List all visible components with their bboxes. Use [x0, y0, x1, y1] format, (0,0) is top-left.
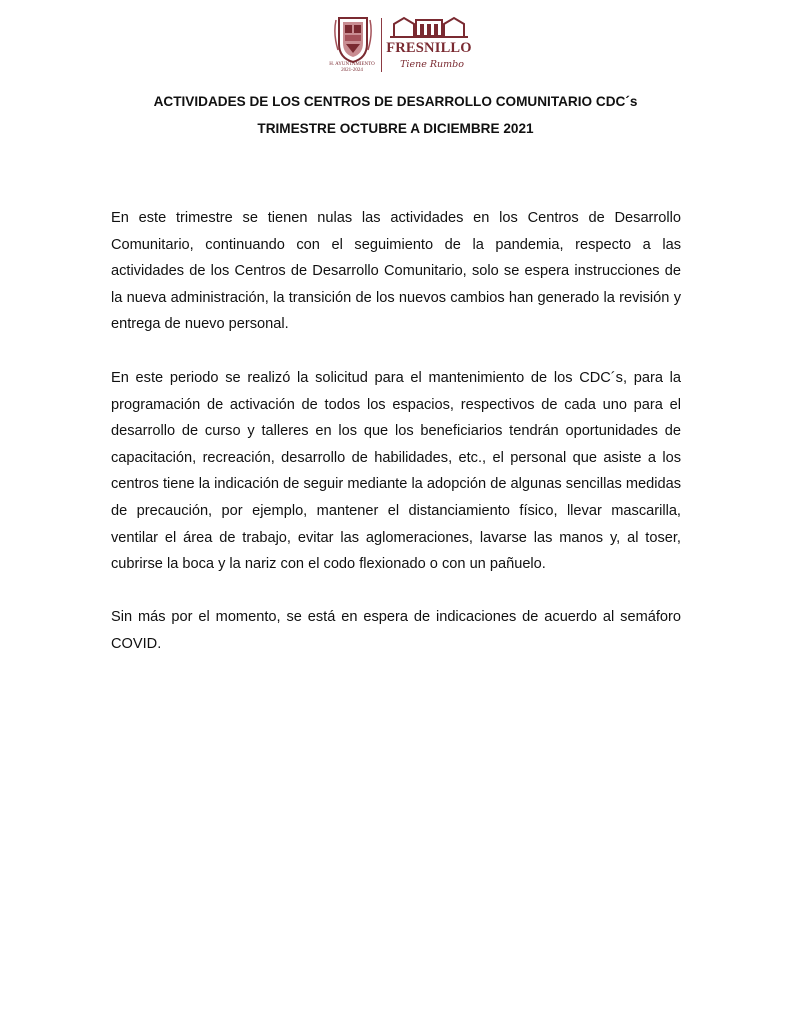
letterhead	[0, 12, 791, 76]
logo-wordmark: FRESNILLO	[386, 40, 472, 56]
body-paragraph: En este trimestre se tienen nulas las actividades en los Centros de Desarrollo Comunitario, continuando con el seguimiento de la pandemia, respecto a las actividades de los Centros de Desarrollo Comunitario, solo se espera instrucciones de la nueva administración, la transición de los nuevos cambios han generado la revisión y entrega de nuevo personal.	[111, 210, 681, 333]
document-title: ACTIVIDADES DE LOS CENTROS DE DESARROLLO COMUNITARIO CDC´s	[153, 94, 638, 109]
seal-caption	[324, 62, 380, 74]
document-subtitle: TRIMESTRE OCTUBRE A DICIEMBRE 2021	[257, 121, 534, 136]
body-paragraph: En este periodo se realizó la solicitud para el mantenimiento de los CDC´s, para la programación de activación de todos los espacios, respectivos de cada uno para el desarrollo de curso y talleres en los que los beneficiarios tendrán oportunidades de capacitación, recreación, desarrollo de habilidades, etc., el personal que asiste a los centros tiene la indicación de seguir mediante la adopción de algunas sencillas medidas de precaución, por ejemplo, mantener el distanciamiento físico, llevar mascarilla, ventilar el área de trabajo, evitar las aglomeraciones, lavarse las manos y, al toser, cubrirse la boca y la nariz con el codo flexionado o con un pañuelo.	[111, 370, 681, 573]
logo-tagline: Tiene Rumbo	[400, 59, 464, 70]
seal-caption-line2: 2021-2024	[341, 68, 363, 73]
seal-caption-line1: H. AYUNTAMIENTO	[329, 62, 375, 67]
body-paragraph: Sin más por el momento, se está en espera de indicaciones de acuerdo al semáforo COVID.	[111, 609, 681, 652]
header-divider	[381, 18, 382, 72]
